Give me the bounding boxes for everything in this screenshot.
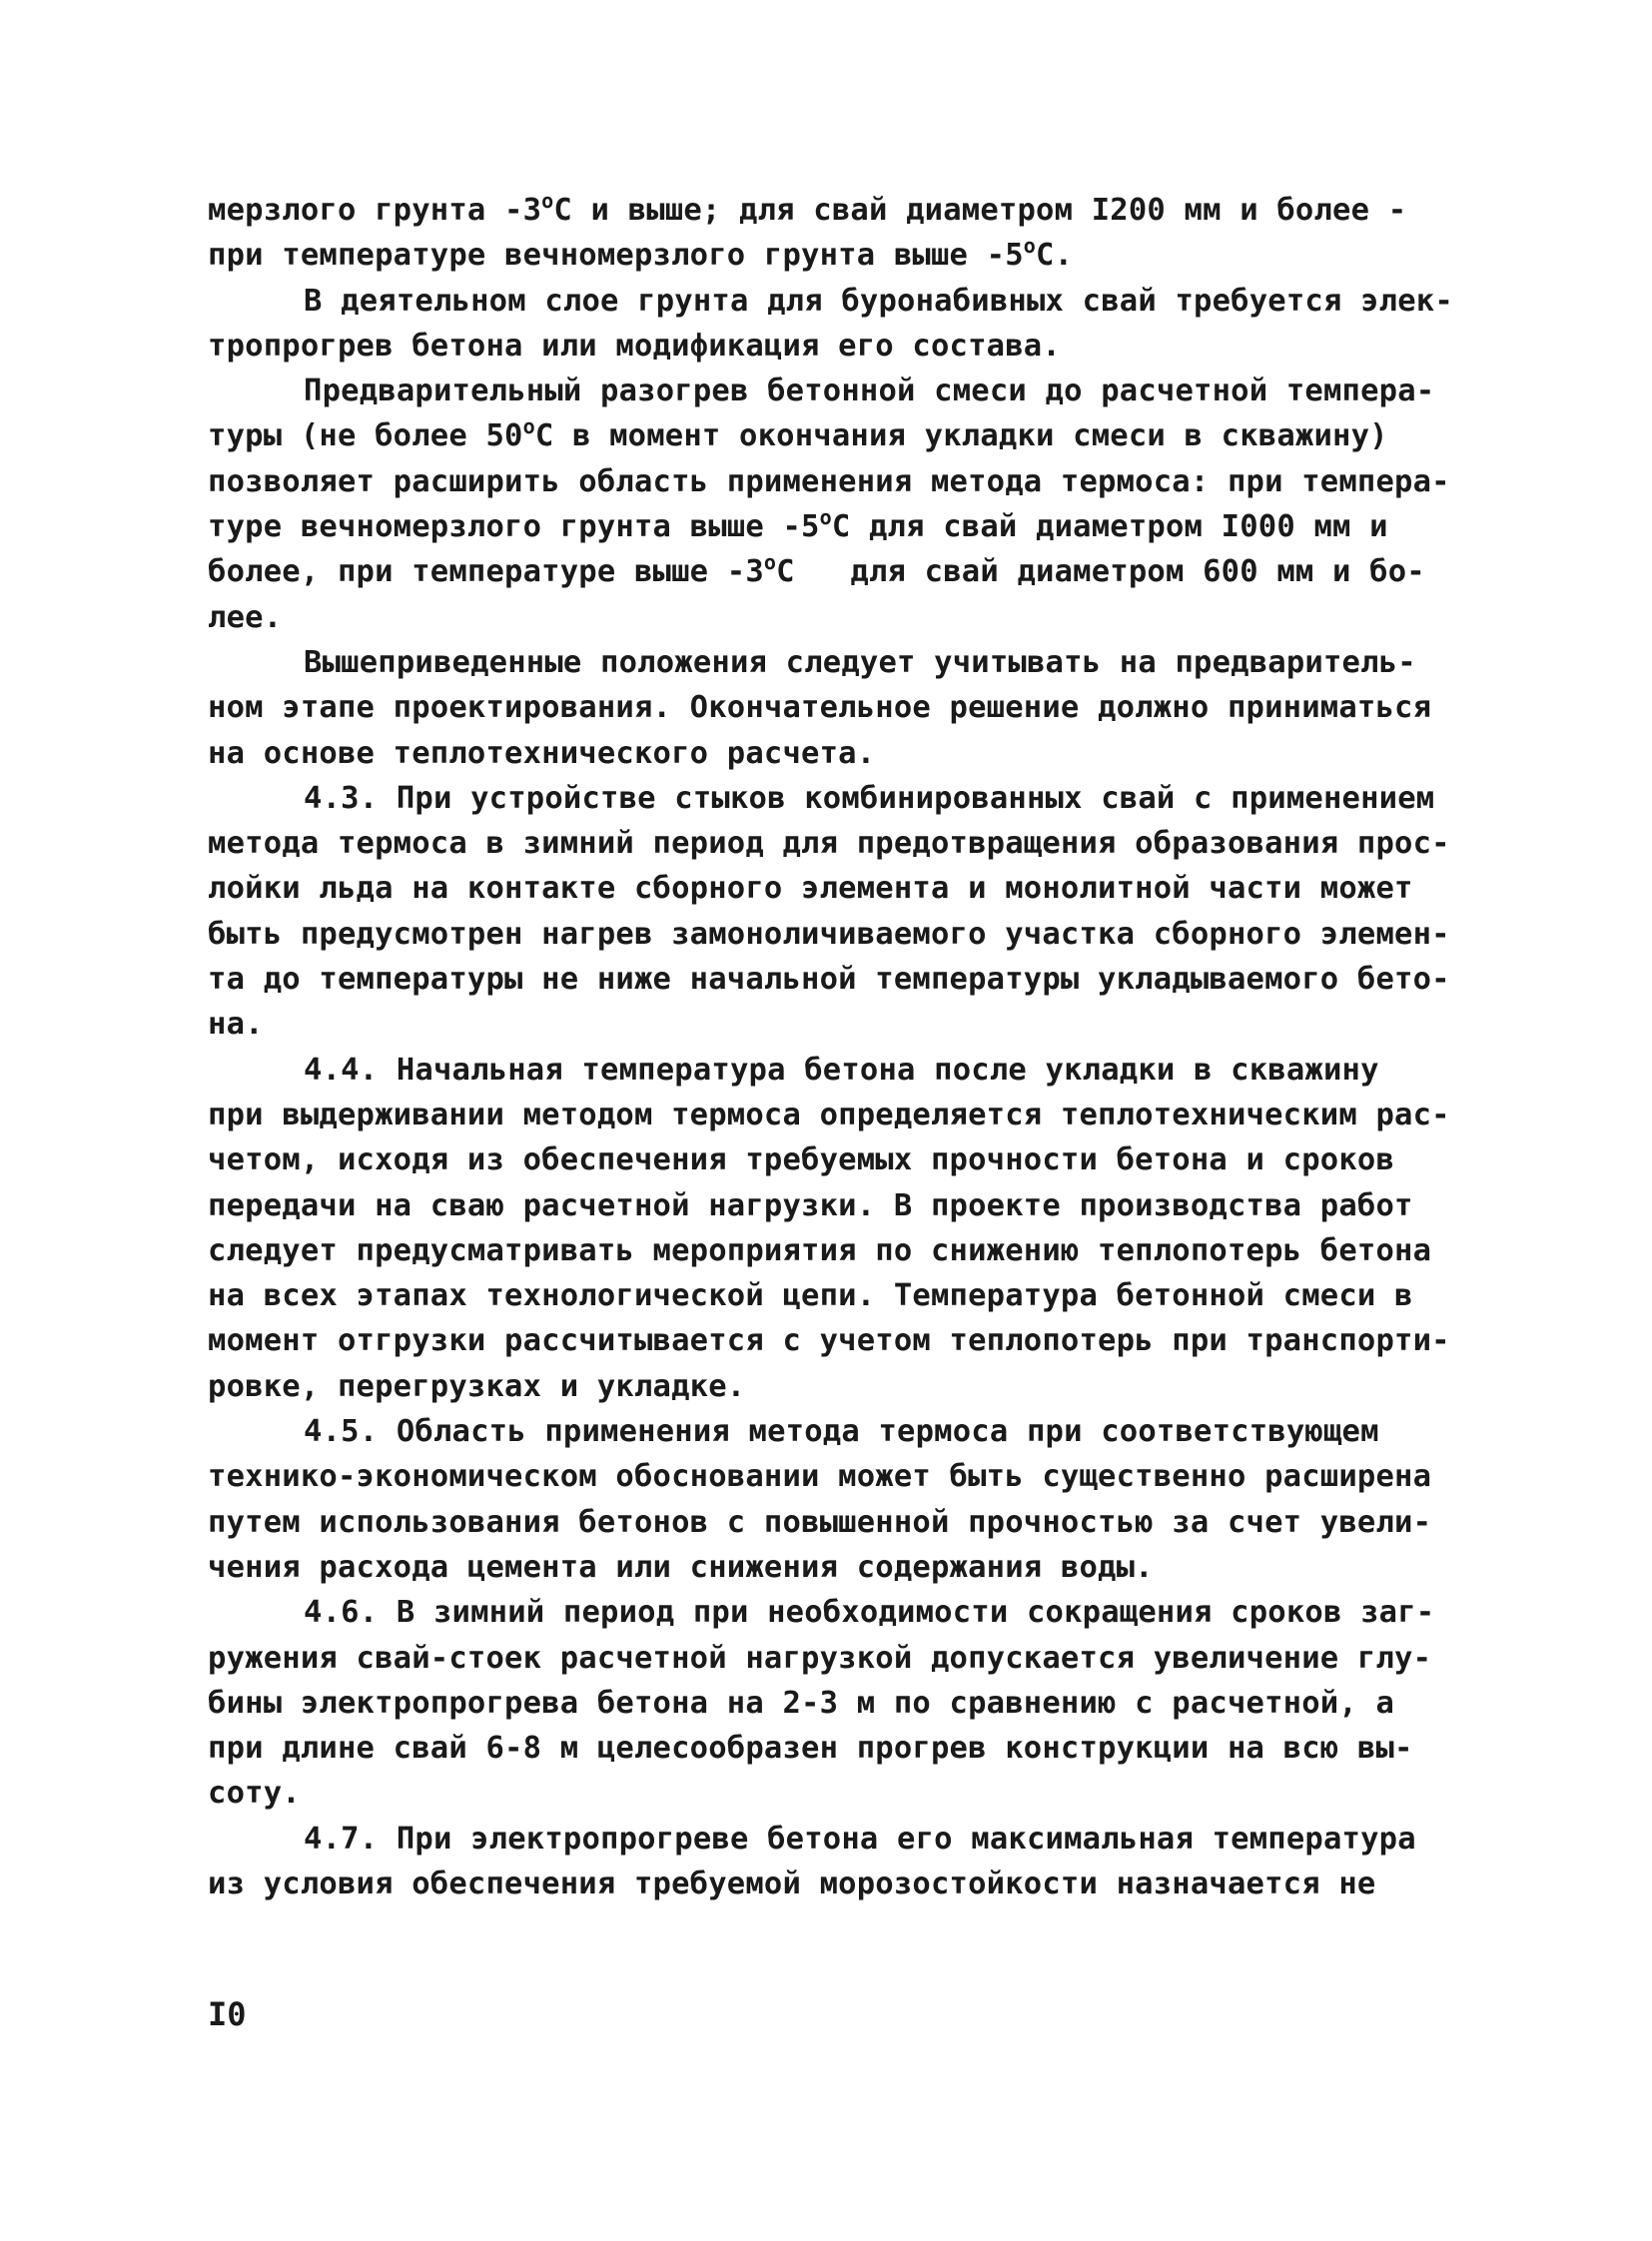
text-line <box>208 324 1446 369</box>
body-text <box>208 188 1453 1906</box>
text-line <box>208 1409 1446 1454</box>
text-line <box>208 504 1446 549</box>
text-line <box>208 1137 1446 1182</box>
text-run: при выдерживании методом термоса определяется теплотехническим рас- <box>208 1097 1450 1132</box>
superscript-degree: о <box>1023 234 1037 259</box>
text-run: С и выше; для свай диаметром I200 мм и более - <box>553 193 1407 228</box>
text-run: на основе теплотехнического расчета. <box>208 735 876 771</box>
text-run: С. <box>1036 238 1074 274</box>
page-number: I0 <box>208 1995 247 2033</box>
text-run: 4.4. Начальная температура бетона после укладки в скважину <box>304 1052 1379 1088</box>
text-run: ном этапе проектирования. Окончательное решение должно приниматься <box>208 690 1432 726</box>
text-line <box>208 1273 1446 1318</box>
text-line <box>208 233 1446 278</box>
text-line <box>208 1364 1446 1409</box>
text-run: Вышеприведенные положения следует учитывать на предваритель- <box>304 644 1416 680</box>
text-line <box>208 957 1450 1002</box>
text-line <box>208 1048 1446 1093</box>
text-run: С в момент окончания укладки смеси в скважину) <box>534 418 1388 454</box>
text-run: мерзлого грунта -3 <box>208 193 542 228</box>
text-line <box>208 279 1453 324</box>
text-run: соту. <box>208 1776 301 1812</box>
text-run: позволяет расширить область применения метода термоса: при темпера- <box>208 463 1450 499</box>
superscript-degree: о <box>522 414 535 439</box>
text-line <box>208 1726 1446 1771</box>
text-run: технико-экономическом обосновании может быть существенно расширена <box>208 1459 1432 1495</box>
text-run: тропрогрев бетона или модификация его состава. <box>208 328 1061 364</box>
text-run: при длине свай 6-8 м целесообразен прогрев конструкции на всю вы- <box>208 1731 1413 1767</box>
text-line <box>208 1228 1446 1273</box>
text-run: четом, исходя из обеспечения требуемых прочности бетона и сроков <box>208 1142 1395 1178</box>
text-run: 4.7. При электропрогреве бетона его максимальная температура <box>304 1821 1416 1857</box>
text-run: на. <box>208 1007 264 1043</box>
text-line <box>208 685 1446 730</box>
text-line <box>208 1681 1446 1726</box>
text-run: туре вечномерзлого грунта выше -5 <box>208 509 820 545</box>
text-run: Предварительный разогрев бетонной смеси до расчетной темпера- <box>304 374 1435 409</box>
text-line <box>208 369 1446 413</box>
text-line <box>208 188 1446 233</box>
text-line <box>208 413 1446 458</box>
superscript-degree: о <box>819 505 832 530</box>
text-line <box>208 866 1446 911</box>
text-run: быть предусмотрен нагрев замоноличиваемого участка сборного элемен- <box>208 916 1450 952</box>
text-run: передачи на сваю расчетной нагрузки. В проекте производства работ <box>208 1187 1413 1223</box>
text-run: туры (не более 50 <box>208 418 523 454</box>
text-line <box>208 459 1450 504</box>
text-line <box>208 776 1446 821</box>
text-line <box>208 1002 1446 1047</box>
text-run: более, при температуре выше -3 <box>208 554 764 590</box>
text-line <box>208 1545 1446 1590</box>
text-run: ружения свай-стоек расчетной нагрузкой допускается увеличение глу- <box>208 1640 1432 1676</box>
text-run: метода термоса в зимний период для предотвращения образования прос- <box>208 826 1450 862</box>
text-line <box>208 912 1450 957</box>
text-run: 4.6. В зимний период при необходимости сокращения сроков заг- <box>304 1595 1435 1631</box>
text-line <box>208 1183 1446 1228</box>
text-line <box>208 1454 1446 1499</box>
text-line <box>208 1318 1450 1363</box>
text-run: та до температуры не ниже начальной температуры укладываемого бето- <box>208 962 1450 998</box>
text-line <box>208 1500 1446 1545</box>
text-run: В деятельном слое грунта для буронабивных свай требуется элек- <box>304 283 1453 319</box>
text-line <box>208 1093 1450 1137</box>
text-run: 4.5. Область применения метода термоса при соответствующем <box>304 1414 1379 1450</box>
text-run: 4.3. При устройстве стыков комбинированных свай с применением <box>304 780 1435 816</box>
superscript-degree: о <box>541 189 554 213</box>
text-run: из условия обеспечения требуемой морозостойкости назначается не <box>208 1866 1376 1901</box>
text-run: лее. <box>208 599 283 635</box>
text-line <box>208 1771 1446 1816</box>
text-run: лойки льда на контакте сборного элемента и монолитной части может <box>208 871 1413 907</box>
text-run: момент отгрузки рассчитывается с учетом теплопотерь при транспорти- <box>208 1323 1450 1359</box>
text-run: на всех этапах технологической цепи. Температура бетонной смеси в <box>208 1278 1413 1314</box>
text-line <box>208 640 1446 685</box>
text-line <box>208 1590 1446 1635</box>
text-line <box>208 731 1446 776</box>
superscript-degree: о <box>763 550 777 575</box>
text-run: путем использования бетонов с повышенной прочностью за счет увели- <box>208 1504 1432 1540</box>
text-line <box>208 1862 1446 1906</box>
text-run: С для свай диаметром 600 мм и бо- <box>776 554 1425 590</box>
text-run: чения расхода цемента или снижения содержания воды. <box>208 1549 1154 1585</box>
text-run: следует предусматривать мероприятия по снижению теплопотерь бетона <box>208 1232 1432 1268</box>
text-run: ровке, перегрузках и укладке. <box>208 1368 746 1404</box>
text-line <box>208 821 1450 866</box>
text-line <box>208 1817 1446 1862</box>
text-line <box>208 595 1446 640</box>
text-run: бины электропрогрева бетона на 2-3 м по сравнению с расчетной, а <box>208 1685 1395 1721</box>
text-line <box>208 549 1446 594</box>
text-run: при температуре вечномерзлого грунта выше -5 <box>208 238 1024 274</box>
text-line <box>208 1636 1446 1681</box>
text-run: С для свай диаметром I000 мм и <box>831 509 1388 545</box>
